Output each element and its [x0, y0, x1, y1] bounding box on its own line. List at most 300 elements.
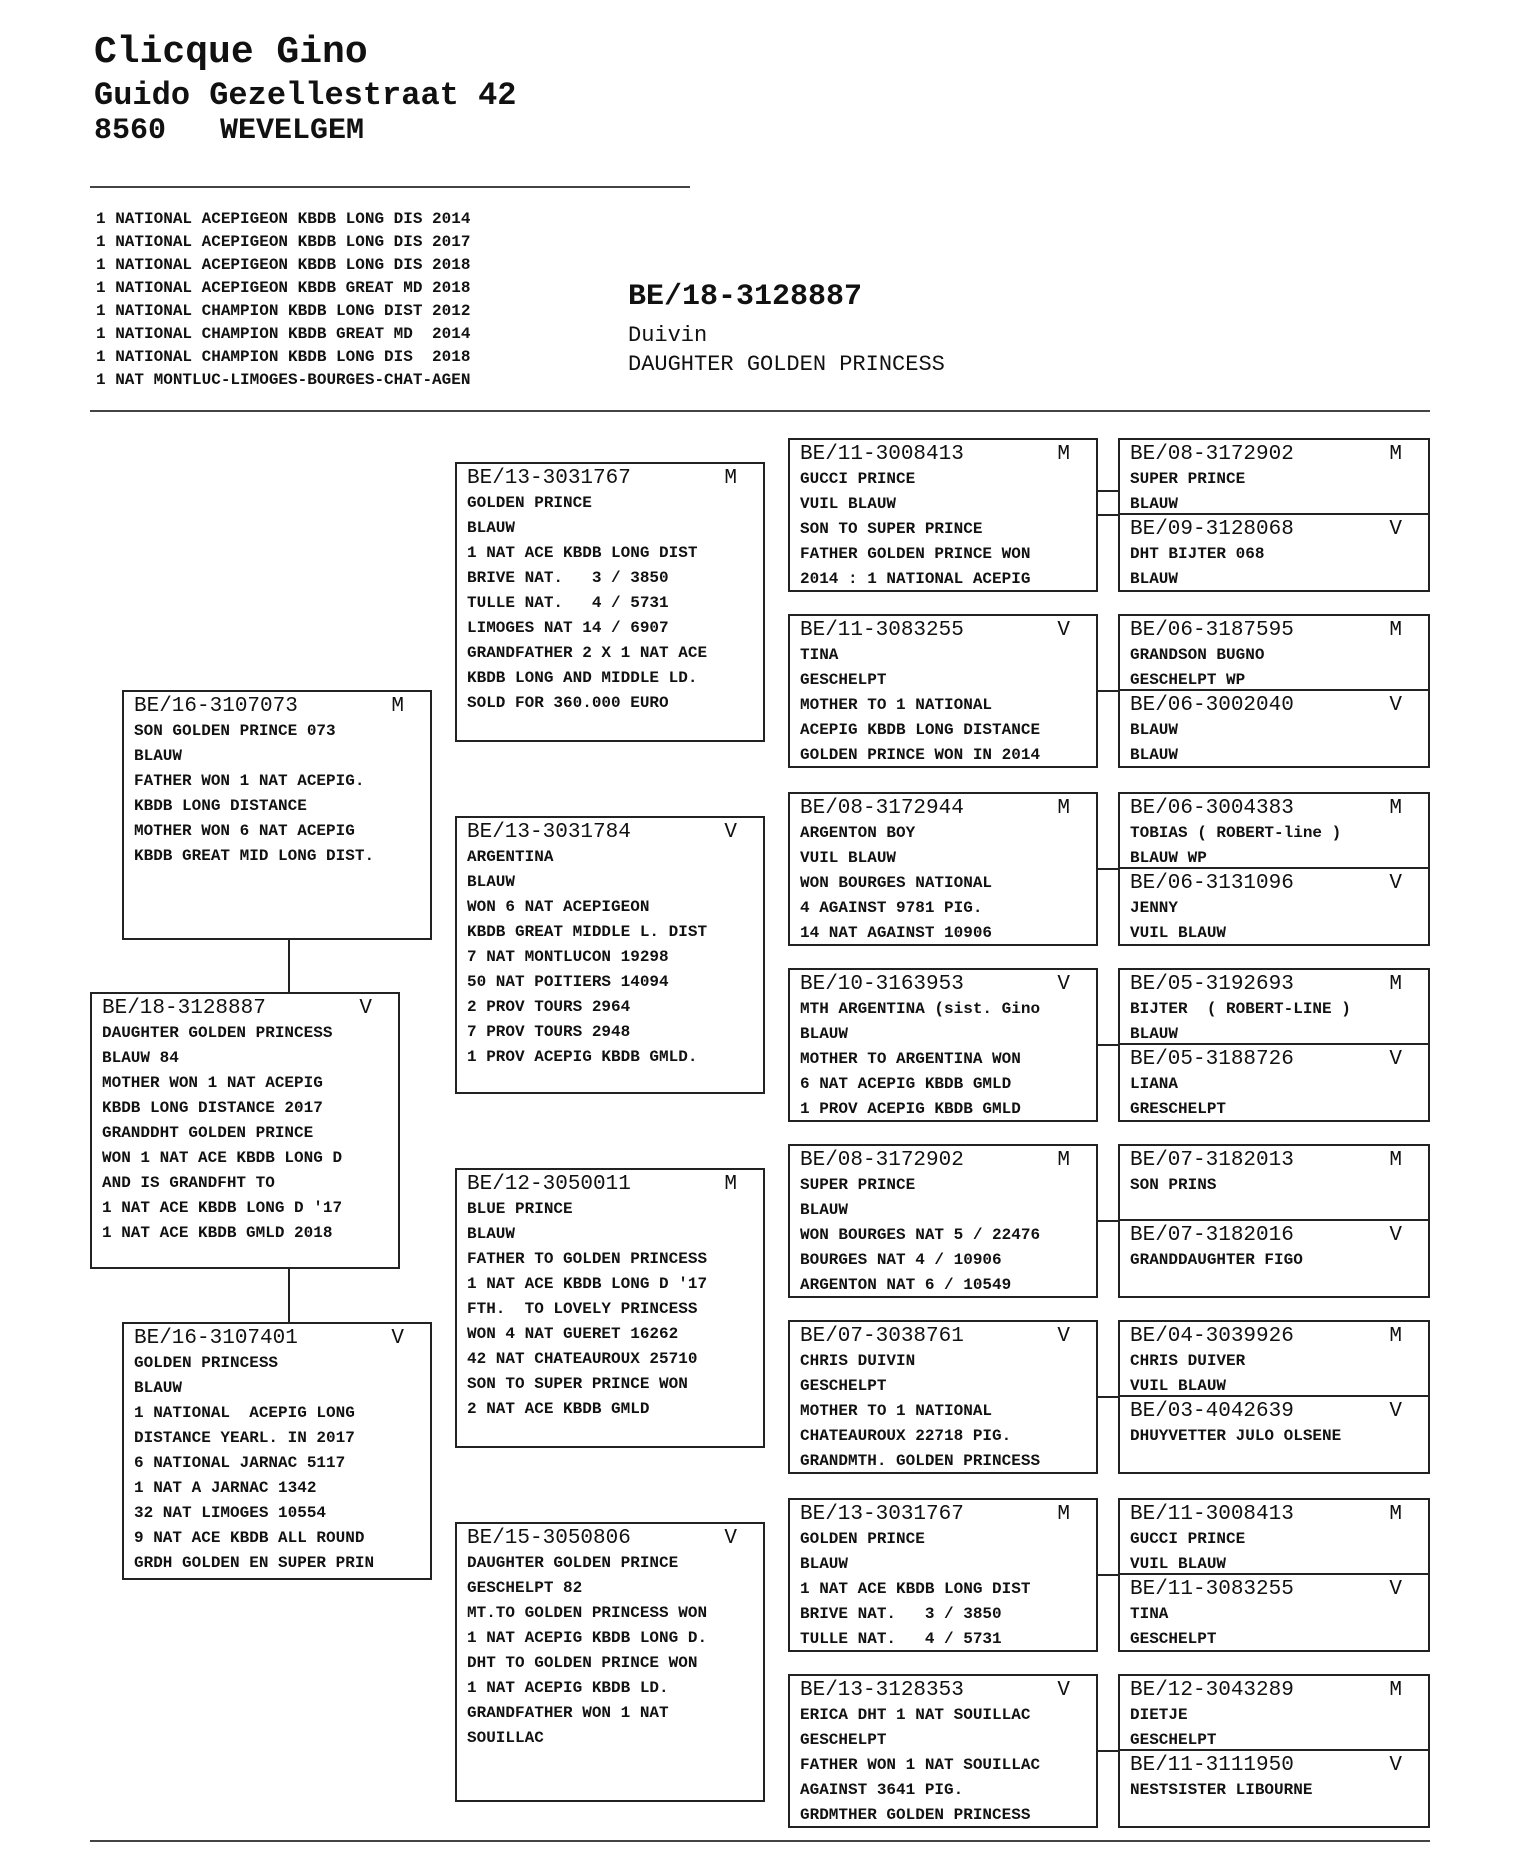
ring-line	[1130, 1753, 1420, 1778]
ring-line	[1130, 1577, 1420, 1602]
description-line: BLAUW	[800, 1201, 849, 1219]
description-line: KBDB LONG DISTANCE 2017	[102, 1099, 323, 1117]
ring-number: BE/16-3107401	[134, 1327, 298, 1350]
achievement-line: 1 NATIONAL ACEPIGEON KBDB LONG DIS 2014	[96, 210, 471, 228]
ring-line	[800, 972, 1088, 997]
sex-marker: M	[1389, 1503, 1402, 1526]
sex-marker: M	[1389, 1679, 1402, 1702]
description-line: BLAUW	[1130, 746, 1179, 764]
gen1-box	[122, 690, 432, 940]
description-line: 7 PROV TOURS 2948	[467, 1023, 631, 1041]
description-line: CHATEAUROUX 22718 PIG.	[800, 1427, 1012, 1445]
sex-marker: M	[1389, 973, 1402, 996]
pedigree-connector	[1098, 514, 1118, 516]
ring-number: BE/04-3039926	[1130, 1325, 1294, 1348]
owner-street: Guido Gezellestraat 42	[94, 77, 517, 114]
ring-line	[800, 796, 1088, 821]
ring-number: BE/08-3172944	[800, 797, 964, 820]
ring-line	[1130, 1502, 1420, 1527]
ring-number: BE/16-3107073	[134, 695, 298, 718]
description-line: GESCHELPT	[800, 1731, 887, 1749]
pigeon-entry	[790, 1500, 1096, 1650]
pedigree-connector	[1098, 1044, 1118, 1046]
description-line: SUPER PRINCE	[1130, 470, 1246, 488]
ring-line	[800, 1324, 1088, 1349]
ring-line	[467, 466, 755, 491]
description-line: DAUGHTER GOLDEN PRINCE	[467, 1554, 679, 1572]
description-line: 1 NAT A JARNAC 1342	[134, 1479, 317, 1497]
ring-line	[1130, 442, 1420, 467]
ring-line	[1130, 972, 1420, 997]
sex-marker: V	[1389, 694, 1402, 717]
description-line: FATHER TO GOLDEN PRINCESS	[467, 1250, 708, 1268]
gen3-box	[788, 1320, 1098, 1474]
description-line: NESTSISTER LIBOURNE	[1130, 1781, 1313, 1799]
sex-marker: M	[1057, 443, 1070, 466]
ring-number: BE/18-3128887	[102, 997, 266, 1020]
sex-marker: M	[1389, 619, 1402, 642]
ring-line	[1130, 1678, 1420, 1703]
sex-marker: V	[724, 821, 737, 844]
description-line: TINA	[800, 646, 839, 664]
ring-number: BE/13-3128353	[800, 1679, 964, 1702]
description-line: GESCHELPT	[800, 671, 887, 689]
sex-marker: M	[1389, 1149, 1402, 1172]
description-line: WON 1 NAT ACE KBDB LONG D	[102, 1149, 343, 1167]
ring-line	[1130, 871, 1420, 896]
description-line: WON 4 NAT GUERET 16262	[467, 1325, 679, 1343]
main-pigeon-sex: Duivin	[628, 323, 708, 348]
sex-marker: V	[391, 1327, 404, 1350]
description-line: SUPER PRINCE	[800, 1176, 916, 1194]
description-line: GRANDDHT GOLDEN PRINCE	[102, 1124, 314, 1142]
sex-marker: M	[1057, 797, 1070, 820]
sex-marker: M	[1389, 797, 1402, 820]
header-divider	[90, 186, 690, 188]
gen4-box	[1118, 1320, 1430, 1474]
description-line: GUCCI PRINCE	[800, 470, 916, 488]
ring-line	[1130, 1148, 1420, 1173]
gen1-box	[122, 1322, 432, 1580]
description-line: GESCHELPT 82	[467, 1579, 583, 1597]
pigeon-entry	[1120, 515, 1428, 590]
gen4-box	[1118, 1144, 1430, 1298]
description-line: ACEPIG KBDB LONG DISTANCE	[800, 721, 1041, 739]
ring-line	[1130, 693, 1420, 718]
description-line: 4 AGAINST 9781 PIG.	[800, 899, 983, 917]
gen4-box	[1118, 614, 1430, 768]
description-line: KBDB LONG DISTANCE	[134, 797, 307, 815]
description-line: GOLDEN PRINCE	[800, 1530, 925, 1548]
gen3-box	[788, 792, 1098, 946]
description-line: 1 NAT ACE KBDB LONG D '17	[467, 1275, 708, 1293]
description-line: MTH ARGENTINA (sist. Gino	[800, 1000, 1041, 1018]
achievement-line: 1 NATIONAL CHAMPION KBDB GREAT MD 2014	[96, 325, 471, 343]
pigeon-entry	[457, 818, 763, 1092]
description-line: FATHER GOLDEN PRINCE WON	[800, 545, 1031, 563]
owner-name: Clicque Gino	[94, 31, 368, 74]
ring-line	[467, 1526, 755, 1551]
description-line: GESCHELPT	[1130, 1731, 1217, 1749]
achievement-line: 1 NATIONAL ACEPIGEON KBDB LONG DIS 2018	[96, 256, 471, 274]
description-line: CHRIS DUIVER	[1130, 1352, 1246, 1370]
description-line: 6 NAT ACEPIG KBDB GMLD	[800, 1075, 1012, 1093]
ring-line	[1130, 796, 1420, 821]
pedigree-connector	[1098, 1574, 1118, 1576]
description-line: FTH. TO LOVELY PRINCESS	[467, 1300, 698, 1318]
sex-marker: M	[391, 695, 404, 718]
description-line: GESCHELPT	[1130, 1630, 1217, 1648]
ring-line	[800, 618, 1088, 643]
description-line: WON 6 NAT ACEPIGEON	[467, 898, 650, 916]
description-line: KBDB GREAT MID LONG DIST.	[134, 847, 375, 865]
gen2-box	[455, 462, 765, 742]
pigeon-entry	[1120, 616, 1428, 689]
sex-marker: V	[1389, 1400, 1402, 1423]
description-line: 1 NAT ACE KBDB LONG DIST	[800, 1580, 1031, 1598]
sex-marker: M	[1057, 1503, 1070, 1526]
description-line: 1 NAT ACE KBDB LONG DIST	[467, 544, 698, 562]
pigeon-entry	[1120, 1575, 1428, 1650]
description-line: 1 NAT ACEPIG KBDB LONG D.	[467, 1629, 708, 1647]
ring-number: BE/08-3172902	[1130, 443, 1294, 466]
description-line: BLAUW	[467, 1225, 516, 1243]
achievement-line: 1 NATIONAL CHAMPION KBDB LONG DIS 2018	[96, 348, 471, 366]
description-line: 2014 : 1 NATIONAL ACEPIG	[800, 570, 1031, 588]
description-line: MOTHER TO ARGENTINA WON	[800, 1050, 1021, 1068]
ring-number: BE/13-3031784	[467, 821, 631, 844]
sex-marker: M	[724, 467, 737, 490]
pigeon-entry	[1120, 440, 1428, 513]
pigeon-entry	[1120, 1751, 1428, 1826]
pigeon-entry	[1120, 1146, 1428, 1219]
ring-line	[800, 1148, 1088, 1173]
ring-number: BE/06-3002040	[1130, 694, 1294, 717]
pigeon-entry	[457, 464, 763, 740]
pigeon-entry	[1120, 691, 1428, 766]
ring-number: BE/13-3031767	[800, 1503, 964, 1526]
gen3-box	[788, 1674, 1098, 1828]
description-line: LIMOGES NAT 14 / 6907	[467, 619, 669, 637]
pigeon-entry	[790, 440, 1096, 590]
description-line: GRANDDAUGHTER FIGO	[1130, 1251, 1303, 1269]
ring-number: BE/11-3111950	[1130, 1754, 1294, 1777]
description-line: TOBIAS ( ROBERT-line )	[1130, 824, 1342, 842]
description-line: SON TO SUPER PRINCE	[800, 520, 983, 538]
description-line: WON BOURGES NAT 5 / 22476	[800, 1226, 1041, 1244]
pedigree-connector	[1098, 690, 1118, 692]
gen3-box	[788, 968, 1098, 1122]
main-pigeon-ring: BE/18-3128887	[628, 280, 863, 314]
description-line: BOURGES NAT 4 / 10906	[800, 1251, 1002, 1269]
description-line: DAUGHTER GOLDEN PRINCESS	[102, 1024, 333, 1042]
description-line: SOUILLAC	[467, 1729, 544, 1747]
pigeon-entry	[124, 1324, 430, 1578]
description-line: SON PRINS	[1130, 1176, 1217, 1194]
description-line: BLAUW	[134, 747, 183, 765]
ring-line	[102, 996, 390, 1021]
description-line: LIANA	[1130, 1075, 1179, 1093]
gen4-box	[1118, 1674, 1430, 1828]
description-line: GESCHELPT WP	[1130, 671, 1246, 689]
ring-number: BE/10-3163953	[800, 973, 964, 996]
gen4-box	[1118, 1498, 1430, 1652]
description-line: DIETJE	[1130, 1706, 1188, 1724]
achievements-list	[96, 208, 470, 392]
ring-number: BE/05-3188726	[1130, 1048, 1294, 1071]
achievement-line: 1 NATIONAL ACEPIGEON KBDB GREAT MD 2018	[96, 279, 471, 297]
description-line: BLAUW	[800, 1025, 849, 1043]
pedigree-connector	[1098, 868, 1118, 870]
description-line: VUIL BLAUW	[800, 849, 897, 867]
description-line: BLAUW 84	[102, 1049, 179, 1067]
ring-line	[1130, 618, 1420, 643]
pigeon-entry	[124, 692, 430, 938]
description-line: TULLE NAT. 4 / 5731	[800, 1630, 1002, 1648]
pigeon-entry	[1120, 1322, 1428, 1395]
main-pigeon-description: DAUGHTER GOLDEN PRINCESS	[628, 352, 945, 377]
description-line: 32 NAT LIMOGES 10554	[134, 1504, 327, 1522]
achievement-line: 1 NAT MONTLUC-LIMOGES-BOURGES-CHAT-AGEN	[96, 371, 471, 389]
ring-number: BE/13-3031767	[467, 467, 631, 490]
pigeon-entry	[790, 1146, 1096, 1296]
description-line: DISTANCE YEARL. IN 2017	[134, 1429, 355, 1447]
description-line: BLAUW	[1130, 495, 1179, 513]
pedigree-connector	[288, 1269, 290, 1322]
pigeon-entry	[790, 616, 1096, 766]
ring-line	[134, 694, 422, 719]
description-line: ARGENTON NAT 6 / 10549	[800, 1276, 1012, 1294]
description-line: 7 NAT MONTLUCON 19298	[467, 948, 669, 966]
description-line: BRIVE NAT. 3 / 3850	[800, 1605, 1002, 1623]
sex-marker: V	[724, 1527, 737, 1550]
ring-number: BE/07-3182016	[1130, 1224, 1294, 1247]
gen3-box	[788, 614, 1098, 768]
ring-line	[800, 442, 1088, 467]
ring-line	[467, 820, 755, 845]
description-line: BLAUW	[1130, 570, 1179, 588]
description-line: AGAINST 3641 PIG.	[800, 1781, 964, 1799]
description-line: GOLDEN PRINCESS	[134, 1354, 279, 1372]
pigeon-entry	[1120, 1221, 1428, 1296]
description-line: BLAUW	[467, 873, 516, 891]
pigeon-entry	[1120, 1500, 1428, 1573]
sex-marker: V	[1389, 1048, 1402, 1071]
ring-line	[134, 1326, 422, 1351]
description-line: GRDMTHER GOLDEN PRINCESS	[800, 1806, 1031, 1824]
description-line: FATHER WON 1 NAT ACEPIG.	[134, 772, 365, 790]
ring-line	[1130, 517, 1420, 542]
description-line: SON GOLDEN PRINCE 073	[134, 722, 336, 740]
ring-number: BE/07-3038761	[800, 1325, 964, 1348]
pedigree-connector	[1098, 1220, 1118, 1222]
description-line: MT.TO GOLDEN PRINCESS WON	[467, 1604, 708, 1622]
description-line: CHRIS DUIVIN	[800, 1352, 916, 1370]
description-line: GRESCHELPT	[1130, 1100, 1227, 1118]
description-line: BRIVE NAT. 3 / 3850	[467, 569, 669, 587]
description-line: 2 PROV TOURS 2964	[467, 998, 631, 1016]
description-line: 9 NAT ACE KBDB ALL ROUND	[134, 1529, 365, 1547]
ring-number: BE/06-3187595	[1130, 619, 1294, 642]
sex-marker: V	[1057, 1325, 1070, 1348]
description-line: VUIL BLAUW	[1130, 1555, 1227, 1573]
description-line: BLAUW	[800, 1555, 849, 1573]
gen4-box	[1118, 968, 1430, 1122]
pigeon-entry	[1120, 1045, 1428, 1120]
description-line: MOTHER TO 1 NATIONAL	[800, 1402, 993, 1420]
description-line: DHT TO GOLDEN PRINCE WON	[467, 1654, 698, 1672]
description-line: MOTHER WON 6 NAT ACEPIG	[134, 822, 355, 840]
description-line: GRANDFATHER 2 X 1 NAT ACE	[467, 644, 708, 662]
ring-line	[1130, 1047, 1420, 1072]
description-line: 1 NAT ACE KBDB GMLD 2018	[102, 1224, 333, 1242]
pedigree-connector	[1098, 1750, 1118, 1752]
description-line: 50 NAT POITIERS 14094	[467, 973, 669, 991]
gen3-box	[788, 1144, 1098, 1298]
description-line: 1 PROV ACEPIG KBDB GMLD	[800, 1100, 1021, 1118]
sex-marker: V	[1389, 518, 1402, 541]
description-line: WON BOURGES NATIONAL	[800, 874, 993, 892]
sex-marker: V	[1057, 619, 1070, 642]
sex-marker: M	[1389, 443, 1402, 466]
description-line: AND IS GRANDFHT TO	[102, 1174, 275, 1192]
ring-line	[1130, 1223, 1420, 1248]
description-line: KBDB LONG AND MIDDLE LD.	[467, 669, 698, 687]
pedigree-top-divider	[90, 410, 1430, 412]
sex-marker: M	[724, 1173, 737, 1196]
description-line: 2 NAT ACE KBDB GMLD	[467, 1400, 650, 1418]
ring-line	[1130, 1399, 1420, 1424]
ring-number: BE/11-3008413	[1130, 1503, 1294, 1526]
description-line: KBDB GREAT MIDDLE L. DIST	[467, 923, 708, 941]
description-line: GOLDEN PRINCE	[467, 494, 592, 512]
ring-number: BE/08-3172902	[800, 1149, 964, 1172]
ring-line	[1130, 1324, 1420, 1349]
sex-marker: V	[1057, 973, 1070, 996]
sex-marker: V	[1389, 1224, 1402, 1247]
description-line: DHUYVETTER JULO OLSENE	[1130, 1427, 1342, 1445]
pigeon-entry	[457, 1170, 763, 1446]
description-line: GOLDEN PRINCE WON IN 2014	[800, 746, 1041, 764]
sex-marker: M	[1389, 1325, 1402, 1348]
pigeon-entry	[1120, 1676, 1428, 1749]
achievement-line: 1 NATIONAL ACEPIGEON KBDB LONG DIS 2017	[96, 233, 471, 251]
ring-number: BE/12-3050011	[467, 1173, 631, 1196]
pedigree-bottom-divider	[90, 1840, 1430, 1842]
description-line: BIJTER ( ROBERT-LINE )	[1130, 1000, 1351, 1018]
description-line: BLAUW	[134, 1379, 183, 1397]
pigeon-entry	[457, 1524, 763, 1800]
description-line: BLAUW	[1130, 721, 1179, 739]
description-line: VUIL BLAUW	[1130, 1377, 1227, 1395]
gen1-box	[90, 992, 400, 1269]
pigeon-entry	[1120, 970, 1428, 1043]
ring-line	[800, 1678, 1088, 1703]
description-line: 14 NAT AGAINST 10906	[800, 924, 993, 942]
description-line: 1 NATIONAL ACEPIG LONG	[134, 1404, 355, 1422]
description-line: GRDH GOLDEN EN SUPER PRIN	[134, 1554, 375, 1572]
gen2-box	[455, 1522, 765, 1802]
description-line: MOTHER WON 1 NAT ACEPIG	[102, 1074, 323, 1092]
ring-number: BE/07-3182013	[1130, 1149, 1294, 1172]
ring-number: BE/12-3043289	[1130, 1679, 1294, 1702]
gen3-box	[788, 438, 1098, 592]
description-line: GRANDSON BUGNO	[1130, 646, 1265, 664]
sex-marker: V	[1389, 1754, 1402, 1777]
description-line: ERICA DHT 1 NAT SOUILLAC	[800, 1706, 1031, 1724]
description-line: VUIL BLAUW	[1130, 924, 1227, 942]
ring-number: BE/03-4042639	[1130, 1400, 1294, 1423]
ring-number: BE/11-3083255	[800, 619, 964, 642]
pedigree-connector	[1098, 490, 1118, 492]
pedigree-connector	[288, 940, 290, 992]
description-line: ARGENTON BOY	[800, 824, 916, 842]
description-line: GRANDMTH. GOLDEN PRINCESS	[800, 1452, 1041, 1470]
sex-marker: M	[1057, 1149, 1070, 1172]
ring-number: BE/06-3004383	[1130, 797, 1294, 820]
pigeon-entry	[1120, 1397, 1428, 1472]
description-line: JENNY	[1130, 899, 1179, 917]
description-line: DHT BIJTER 068	[1130, 545, 1265, 563]
pigeon-entry	[92, 994, 398, 1267]
description-line: TINA	[1130, 1605, 1169, 1623]
description-line: GRANDFATHER WON 1 NAT	[467, 1704, 669, 1722]
ring-number: BE/05-3192693	[1130, 973, 1294, 996]
description-line: BLAUW WP	[1130, 849, 1207, 867]
description-line: VUIL BLAUW	[800, 495, 897, 513]
pigeon-entry	[1120, 869, 1428, 944]
description-line: FATHER WON 1 NAT SOUILLAC	[800, 1756, 1041, 1774]
description-line: BLAUW	[1130, 1025, 1179, 1043]
description-line: SOLD FOR 360.000 EURO	[467, 694, 669, 712]
pigeon-entry	[790, 794, 1096, 944]
description-line: 42 NAT CHATEAUROUX 25710	[467, 1350, 698, 1368]
ring-line	[467, 1172, 755, 1197]
sex-marker: V	[1389, 1578, 1402, 1601]
gen2-box	[455, 816, 765, 1094]
pigeon-entry	[790, 1676, 1096, 1826]
sex-marker: V	[1057, 1679, 1070, 1702]
sex-marker: V	[359, 997, 372, 1020]
gen2-box	[455, 1168, 765, 1448]
description-line: 1 NAT ACE KBDB LONG D '17	[102, 1199, 343, 1217]
description-line: GESCHELPT	[800, 1377, 887, 1395]
ring-number: BE/15-3050806	[467, 1527, 631, 1550]
owner-city: 8560 WEVELGEM	[94, 114, 365, 148]
ring-line	[800, 1502, 1088, 1527]
pigeon-entry	[790, 1322, 1096, 1472]
achievement-line: 1 NATIONAL CHAMPION KBDB LONG DIST 2012	[96, 302, 471, 320]
description-line: ARGENTINA	[467, 848, 554, 866]
description-line: 1 PROV ACEPIG KBDB GMLD.	[467, 1048, 698, 1066]
description-line: 1 NAT ACEPIG KBDB LD.	[467, 1679, 669, 1697]
description-line: SON TO SUPER PRINCE WON	[467, 1375, 688, 1393]
pigeon-entry	[1120, 794, 1428, 867]
description-line: BLUE PRINCE	[467, 1200, 573, 1218]
gen3-box	[788, 1498, 1098, 1652]
pedigree-connector	[1098, 1396, 1118, 1398]
ring-number: BE/06-3131096	[1130, 872, 1294, 895]
description-line: BLAUW	[467, 519, 516, 537]
ring-number: BE/09-3128068	[1130, 518, 1294, 541]
pigeon-entry	[790, 970, 1096, 1120]
ring-number: BE/11-3083255	[1130, 1578, 1294, 1601]
gen4-box	[1118, 438, 1430, 592]
description-line: TULLE NAT. 4 / 5731	[467, 594, 669, 612]
sex-marker: V	[1389, 872, 1402, 895]
ring-number: BE/11-3008413	[800, 443, 964, 466]
gen4-box	[1118, 792, 1430, 946]
